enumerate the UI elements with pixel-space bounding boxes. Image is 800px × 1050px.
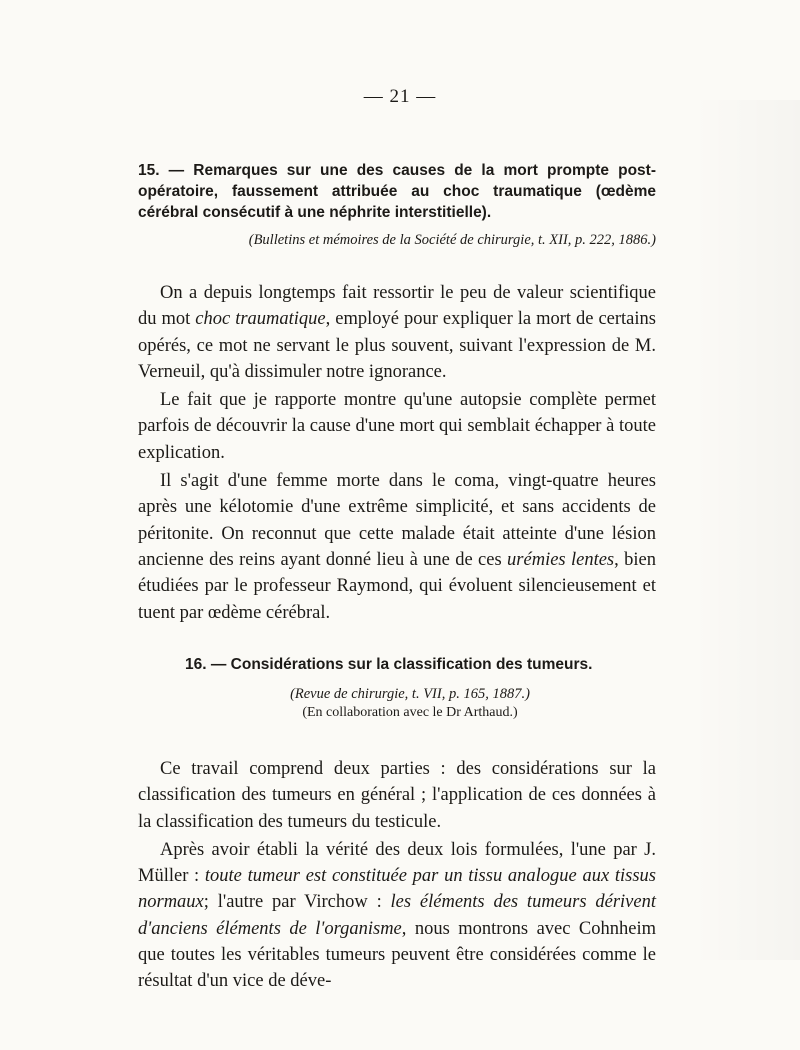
- emphasis: choc traumatique: [195, 309, 326, 330]
- paragraph: [138, 280, 656, 385]
- section-16-collaboration: (En collaboration avec le Dr Arthaud.): [302, 705, 518, 720]
- section-16-title: 16. — Considérations sur la classification des tumeurs.: [185, 656, 593, 673]
- text: , nous montrons avec Cohnheim que toutes les véritables tumeurs peuvent être considérées comme le résultat d'un vice de déve-: [138, 918, 656, 992]
- citation-text: (Revue de chirurgie, t. VII, p. 165, 1887.): [290, 686, 530, 702]
- paragraph: [138, 837, 656, 995]
- paragraph: Ce travail comprend deux parties : des considérations sur la classification des tumeurs en général ; l'application de ces données à la classification des tumeurs du testicule.: [138, 759, 656, 832]
- text: Il s'agit d'une femme morte dans le coma, vingt-quatre heures après une kélotomie d'une extrême simplicité, et sans accidents de péritonite. On reconnut que cette malade était atteinte d'une lésion ancienne des reins ayant donné lieu à une de ces: [138, 471, 656, 570]
- page-number: — 21 —: [363, 86, 437, 107]
- section-16-citation: [260, 686, 560, 703]
- section-16-body: [138, 756, 656, 995]
- section-15-title: 15. — Remarques sur une des causes de la mort prompte post-opératoire, faussement attribuée au choc traumatique (œdème cérébral consécutif à une néphrite interstitielle).: [138, 162, 656, 221]
- emphasis: les éléments des tumeurs dérivent d'anciens éléments de l'organisme: [138, 892, 656, 939]
- section-15-body: [138, 280, 656, 626]
- paragraph: Le fait que je rapporte montre qu'une autopsie complète permet parfois de découvrir la cause d'une mort qui semblait échapper à toute explication.: [138, 390, 656, 463]
- text: , employé pour expliquer la mort de certains opérés, ce mot ne servant le plus souvent, suivant l'expression de M. Verneuil, qu'à dissimuler notre ignorance.: [138, 309, 656, 382]
- emphasis: urémies lentes: [507, 549, 615, 570]
- bleed-through-shadow: [690, 100, 800, 960]
- section-15-citation: (Bulletins et mémoires de la Société de chirurgie, t. XII, p. 222, 1886.): [248, 232, 656, 248]
- text: ; l'autre par Virchow :: [203, 892, 391, 913]
- text: , bien étudiées par le professeur Raymond, qui évoluent silencieusement et tuent par œdème cérébral.: [138, 549, 656, 623]
- text: On a depuis longtemps fait ressortir le peu de valeur scientifique du mot: [138, 283, 656, 330]
- paragraph: [138, 468, 656, 626]
- emphasis: toute tumeur est constituée par un tissu analogue aux tissus normaux: [138, 866, 656, 913]
- text: Après avoir établi la vérité des deux lois formulées, l'une par J. Müller :: [138, 839, 656, 887]
